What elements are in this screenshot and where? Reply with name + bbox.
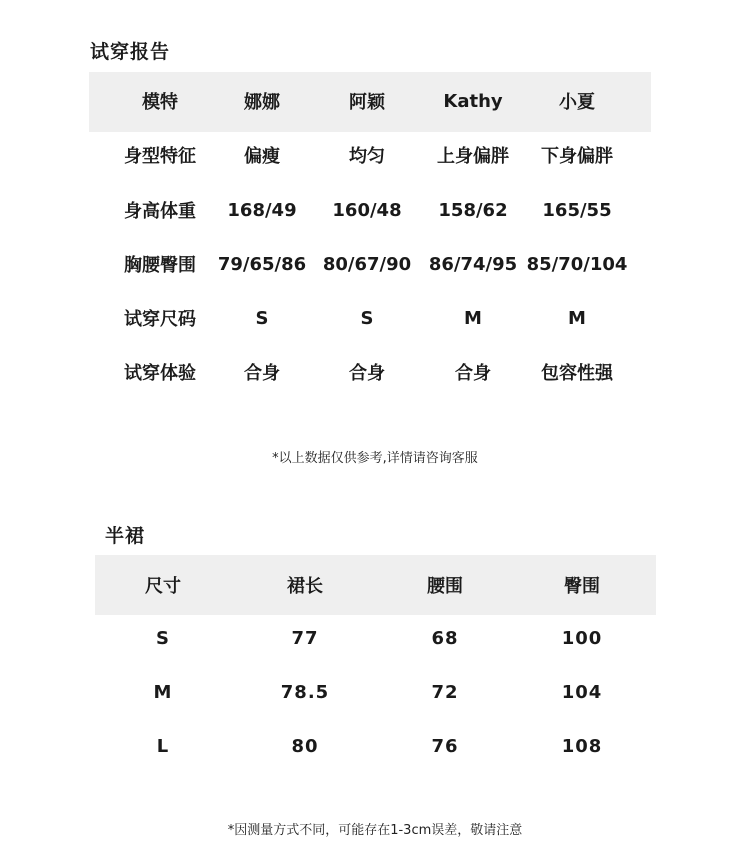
skirt-cell: 100 [561,627,603,649]
skirt-cell: 108 [561,735,603,757]
try-on-cell: S [360,307,374,329]
try-on-cell: S [255,307,269,329]
skirt-cell: 80 [291,735,319,757]
try-on-cell: 合身 [349,363,385,384]
skirt-header-cell: 裙长 [287,576,323,597]
try-on-row-label: 试穿体验 [124,363,196,384]
skirt-header-cell: 腰围 [427,576,463,597]
try-on-cell: M [464,307,482,329]
try-on-cell: 合身 [244,363,280,384]
try-on-row-label: 身型特征 [124,146,196,167]
try-on-cell: 85/70/104 [526,253,628,275]
try-on-cell: 均匀 [349,146,385,167]
try-on-header-cell: 模特 [142,92,178,113]
try-on-row-label: 胸腰臀围 [124,255,196,276]
skirt-cell: 68 [431,627,459,649]
try-on-cell: 下身偏胖 [541,146,613,167]
try-on-cell: 160/48 [332,199,402,221]
skirt-cell: 72 [431,681,459,703]
try-on-cell: 偏瘦 [244,146,280,167]
skirt-cell: 77 [291,627,319,649]
try-on-cell: 79/65/86 [217,253,307,275]
skirt-cell: L [156,735,170,757]
skirt-cell: 104 [561,681,603,703]
skirt-note: *因测量方式不同，可能存在1-3cm误差，敬请注意 [227,823,523,838]
skirt-title: 半裙 [105,525,146,547]
try-on-cell: 86/74/95 [428,253,518,275]
try-on-cell: 80/67/90 [322,253,412,275]
try-on-report-title: 试穿报告 [90,41,171,63]
try-on-note: *以上数据仅供参考,详情请咨询客服 [272,451,478,466]
skirt-cell: 76 [431,735,459,757]
try-on-header-cell: 阿颖 [349,92,385,113]
skirt-header-cell: 尺寸 [145,576,181,597]
try-on-row-label: 试穿尺码 [124,309,196,330]
try-on-cell: M [568,307,586,329]
try-on-cell: 158/62 [438,199,508,221]
skirt-cell: 78.5 [280,681,330,703]
try-on-row-label: 身高体重 [124,201,196,222]
try-on-header-cell: 娜娜 [244,92,280,113]
skirt-cell: S [156,627,170,649]
try-on-cell: 165/55 [542,199,612,221]
try-on-cell: 168/49 [227,199,297,221]
try-on-cell: 包容性强 [541,363,613,384]
try-on-cell: 上身偏胖 [437,146,509,167]
skirt-header-cell: 臀围 [564,576,600,597]
try-on-cell: 合身 [455,363,491,384]
try-on-header-cell: 小夏 [559,92,595,113]
try-on-header-cell: Kathy [443,90,503,112]
skirt-cell: M [153,681,173,703]
